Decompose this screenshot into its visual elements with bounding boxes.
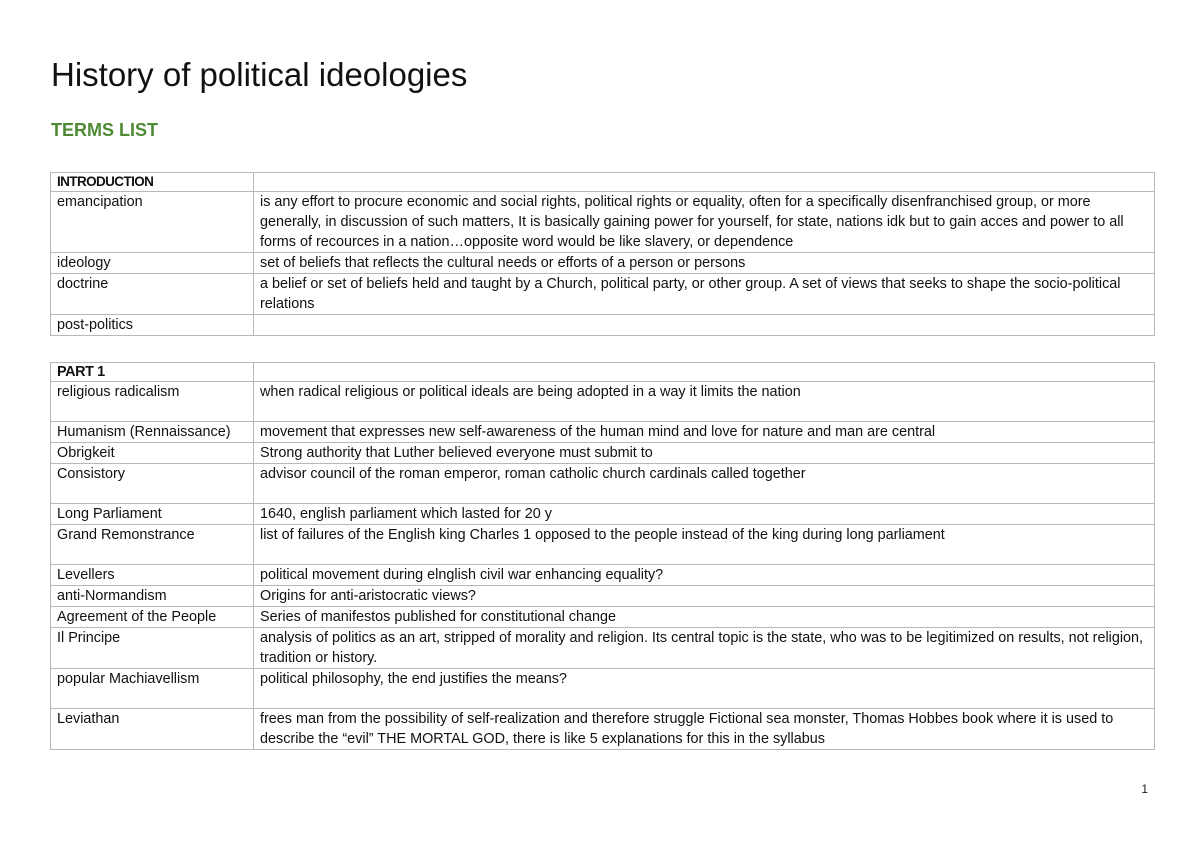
table-row (51, 628, 1155, 669)
table-row (51, 382, 1155, 422)
table-row (51, 525, 1155, 565)
section-heading-empty (254, 363, 1155, 382)
table-row (51, 192, 1155, 253)
term-cell: popular Machiavellism (51, 669, 254, 709)
definition-cell: political philosophy, the end justifies the means? (254, 669, 1155, 709)
definition-cell: 1640, english parliament which lasted for 20 y (254, 504, 1155, 525)
table-row (51, 253, 1155, 274)
definition-cell: when radical religious or political ideals are being adopted in a way it limits the nation (254, 382, 1155, 422)
section-heading: INTRODUCTION (51, 173, 254, 192)
table-row (51, 464, 1155, 504)
term-cell: Obrigkeit (51, 443, 254, 464)
table-row (51, 607, 1155, 628)
term-cell: doctrine (51, 274, 254, 315)
page-number: 1 (1141, 782, 1148, 796)
term-cell: Leviathan (51, 709, 254, 750)
table-row (51, 422, 1155, 443)
definition-cell: a belief or set of beliefs held and taught by a Church, political party, or other group. A set of views that seeks to shape the socio-political relations (254, 274, 1155, 315)
definition-cell: Strong authority that Luther believed everyone must submit to (254, 443, 1155, 464)
definition-cell: advisor council of the roman emperor, roman catholic church cardinals called together (254, 464, 1155, 504)
introduction-terms-table (50, 172, 1155, 336)
table-row (51, 443, 1155, 464)
term-cell: post-politics (51, 315, 254, 336)
term-cell: Agreement of the People (51, 607, 254, 628)
term-cell: Il Principe (51, 628, 254, 669)
term-cell: religious radicalism (51, 382, 254, 422)
term-cell: emancipation (51, 192, 254, 253)
term-cell: Grand Remonstrance (51, 525, 254, 565)
part1-terms-table (50, 362, 1155, 750)
table-row (51, 274, 1155, 315)
term-cell: Levellers (51, 565, 254, 586)
table-row (51, 709, 1155, 750)
table-row (51, 565, 1155, 586)
definition-cell: movement that expresses new self-awareness of the human mind and love for nature and man are central (254, 422, 1155, 443)
definition-cell: list of failures of the English king Charles 1 opposed to the people instead of the king during long parliament (254, 525, 1155, 565)
term-cell: ideology (51, 253, 254, 274)
term-cell: Long Parliament (51, 504, 254, 525)
table-row (51, 586, 1155, 607)
document-subtitle: TERMS LIST (51, 120, 158, 140)
term-cell: Humanism (Rennaissance) (51, 422, 254, 443)
table-header-row (51, 363, 1155, 382)
document-title: History of political ideologies (51, 56, 468, 93)
term-cell: Consistory (51, 464, 254, 504)
table-row (51, 669, 1155, 709)
term-cell: anti-Normandism (51, 586, 254, 607)
definition-cell (254, 315, 1155, 336)
table-header-row (51, 173, 1155, 192)
table-row (51, 315, 1155, 336)
section-heading-empty (254, 173, 1155, 192)
definition-cell: is any effort to procure economic and social rights, political rights or equality, often for a specifically disenfranchised group, or more generally, in discussion of such matters, It is basically gaining power for yourself, for state, nations idk but to gain acces and power to all forms of recources in a nation…opposite word would be like slavery, or dependence (254, 192, 1155, 253)
definition-cell: Origins for anti-aristocratic views? (254, 586, 1155, 607)
definition-cell: political movement during elnglish civil war enhancing equality? (254, 565, 1155, 586)
table-row (51, 504, 1155, 525)
definition-cell: analysis of politics as an art, stripped of morality and religion. Its central topic is the state, who was to be legitimized on results, not religion, tradition or history. (254, 628, 1155, 669)
definition-cell: Series of manifestos published for constitutional change (254, 607, 1155, 628)
section-heading: PART 1 (51, 363, 254, 382)
definition-cell: set of beliefs that reflects the cultural needs or efforts of a person or persons (254, 253, 1155, 274)
definition-cell: frees man from the possibility of self-realization and therefore struggle Fictional sea monster, Thomas Hobbes book where it is used to describe the “evil” THE MORTAL GOD, there is like 5 explanations for this in the syllabus (254, 709, 1155, 750)
